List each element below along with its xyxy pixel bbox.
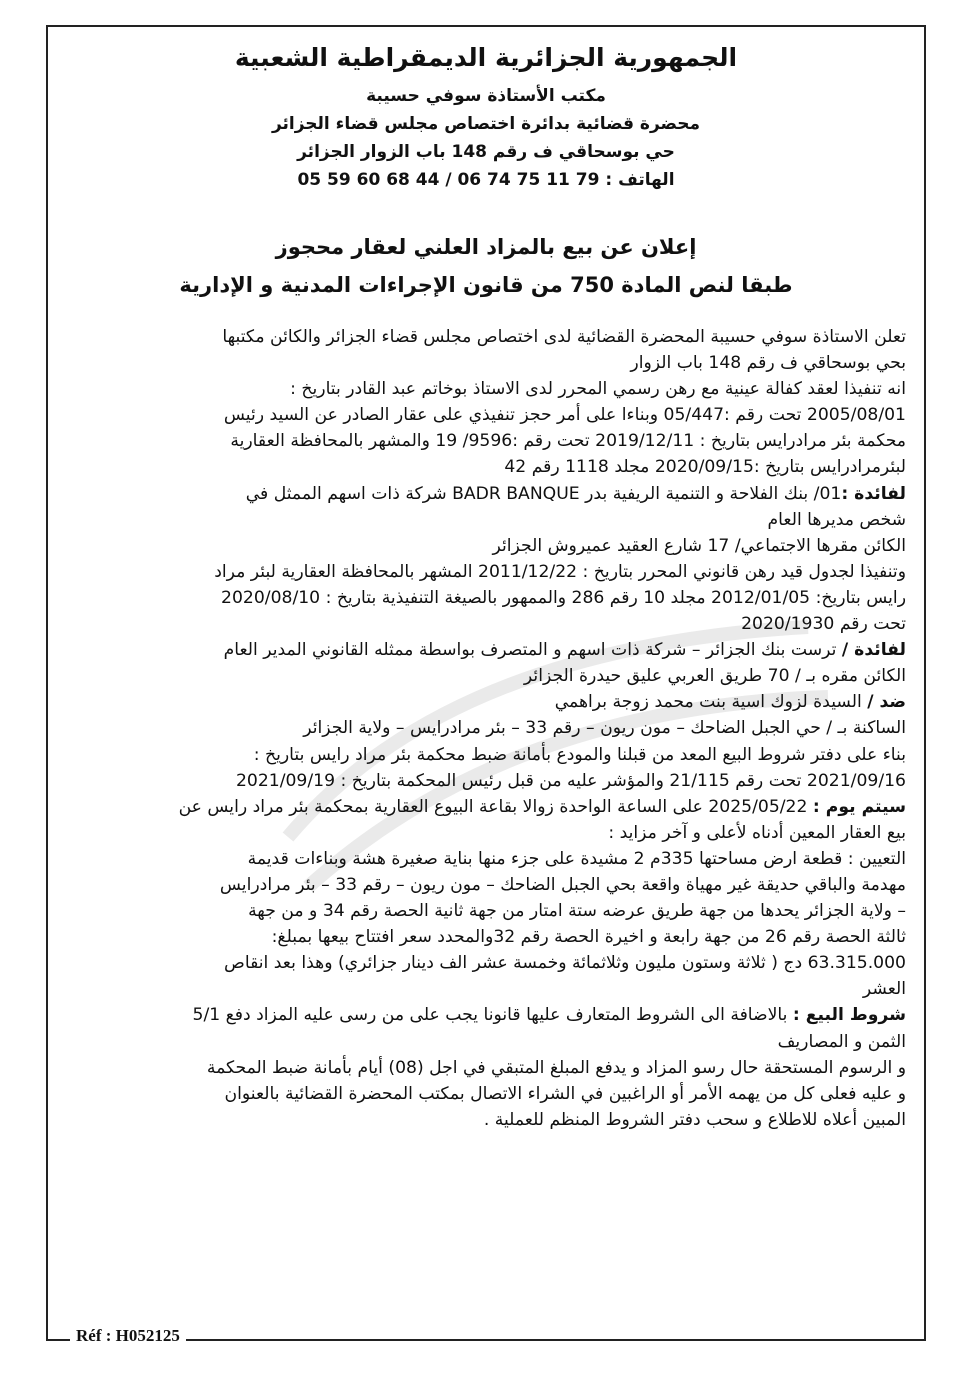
sale-terms-line — [66, 1002, 906, 1028]
body-line: بناء على دفتر شروط البيع المعد من قبلنا والمودع بأمانة ضبط محكمة بئر مراد رايس بتاريخ : — [253, 744, 906, 765]
reference-number: Réf : H052125 — [70, 1326, 186, 1346]
office-address: حي بوسحاقي ف رقم 148 باب الزوار الجزائر — [297, 142, 675, 162]
against-line — [66, 689, 906, 715]
body-line: ثالثة الحصة رقم 26 من جهة رابعة و اخيرة الحصة رقم 32والمحدد سعر افتتاح بيعها بمبلغ: — [271, 927, 906, 948]
body-line: و عليه فعلى كل من يهمه الأمر أو الراغبين في الشراء الاتصال بمكتب المحضرة القضائية بالعنوان — [224, 1083, 906, 1104]
body-line: الثمن و المصاريف — [777, 1031, 906, 1052]
notice-title-line2: طبقا لنص المادة 750 من قانون الإجراءات المدنية و الإدارية — [179, 273, 793, 297]
body-line: 2021/09/16 تحت رقم 21/115 والمؤشر عليه من قبل رئيس المحكمة بتاريخ : 2021/09/19 — [235, 770, 906, 791]
body-line: 2005/08/01 تحت رقم :05/447 وبناءا على أمر حجز تنفيذي على عقار الصادر عن السيد رئيس — [223, 405, 906, 426]
body-line: لبئرمرادرايس بتاريخ :2020/09/15 مجلد 1118 رقم 42 — [504, 457, 906, 478]
body-line: تعلن الاستاذة سوفي حسيبة المحضرة القضائية لدى اختصاص مجلس قضاء الجزائر والكائن مكتبها — [222, 327, 906, 347]
office-phone — [58, 166, 914, 194]
against-text: السيدة لزوك اسية بنت محمد زوجة براهمي — [554, 692, 868, 713]
beneficiary-2-line — [66, 637, 906, 663]
against-label: ضد / — [867, 692, 906, 713]
office-name: مكتب الأستاذة سوفي حسيبة — [366, 86, 606, 106]
body-line: العشر — [862, 979, 906, 1000]
body-line: مهدمة والباقي حديقة غير مهياة واقعة بحي الجبل الضاحك – مون ريون – رقم 33 – بئر مرادرايس — [219, 874, 906, 895]
phone-label: الهاتف : — [605, 170, 675, 190]
body-line: محكمة بئر مرادرايس بتاريخ : 2019/12/11 تحت رقم :9596/ 19 والمشهر بالمحافظة العقارية — [230, 431, 906, 452]
body-line: بيع العقار المعين أدناه لأعلى و آخر مزايد : — [608, 822, 906, 843]
sale-terms-label: شروط البيع : — [792, 1005, 906, 1026]
body-line: و الرسوم المستحقة حال رسو المزاد و يدفع المبلغ المتبقي في اجل (08) أيام بأمانة ضبط المحكمة — [206, 1057, 906, 1078]
body-line: رايس بتاريخ: 2012/01/05 مجلد 10 رقم 286 والممهور بالصيغة التنفيذية بتاريخ : 2020/08/10 — [221, 587, 906, 608]
office-block — [58, 82, 914, 194]
body-line: شخص مديرها العام — [767, 509, 906, 530]
beneficiary-label: لفائدة : — [841, 483, 906, 504]
beneficiary-label: لفائدة / — [841, 640, 906, 661]
beneficiary-text: ترست بنك الجزائر – شركة ذات اسهم و المتصرف بواسطة ممثله القانوني المدير العام — [223, 640, 842, 661]
body-line: وتنفيذا لجدول قيد رهن قانوني المحرر بتاريخ : 2011/12/22 المشهر بالمحافظة العقارية لبئر مراد — [214, 561, 906, 582]
sale-terms-text: بالاضافة الى الشروط المتعارف عليها قانونا يجب على من رسى عليه المزاد دفع 5/1 — [192, 1005, 793, 1026]
notice-title — [58, 228, 914, 304]
sale-date-text: 2025/05/22 على الساعة الواحدة زوالا بقاعة البيوع العقارية بمحكمة بئر مراد رايس عن — [178, 796, 813, 817]
notice-frame — [46, 25, 926, 1341]
body-line: بحي بوسحاقي ف رقم 148 باب الزوار — [630, 353, 906, 374]
body-line: التعيين : قطعة ارض مساحتها 335م 2 مشيدة على جزء منها بناية صغيرة هشة وبناءات قديمة — [247, 848, 906, 869]
body-line: الساكنة بـ / حي الجبل الضاحك – مون ريون – رقم 33 – بئر مرادرايس – ولاية الجزائر — [303, 718, 906, 739]
notice-title-line1: إعلان عن بيع بالمزاد العلني لعقار محجوز — [275, 235, 697, 259]
body-line: الكائن مقرها الاجتماعي/ 17 شارع العقيد عميروش الجزائر — [492, 535, 906, 556]
republic-title: الجمهورية الجزائرية الديمقراطية الشعبية — [234, 43, 738, 72]
beneficiary-1-line — [66, 481, 906, 507]
body-line: انه تنفيذا لعقد كفالة عينية مع رهن رسمي المحرر لدى الاستاذ بوخاتم عبد القادر بتاريخ : — [290, 379, 906, 400]
body-line: الكائن مقره بـ / 70 طريق العربي عليق حيدرة الجزائر — [523, 666, 906, 687]
body-line: المبين أعلاه للاطلاع و سحب دفتر الشروط المنظم للعملية . — [483, 1109, 906, 1130]
body-line: تحت رقم 2020/1930 — [741, 614, 906, 635]
body-line: 63.315.000 دج ( ثلاثة وستون مليون وثلاثمائة وخمسة عشر الف دينار جزائري) وهذا بعد انقاص — [224, 953, 906, 974]
sale-date-label: سيتم يوم : — [812, 796, 906, 817]
office-role: محضرة قضائية بدائرة اختصاص مجلس قضاء الجزائر — [271, 114, 701, 134]
notice-body — [58, 324, 914, 1133]
body-line: – ولاية الجزائر يحدها من جهة طريق عرضه ستة امتار من جهة ثانية الحصة رقم 34 و من جهة — [248, 901, 906, 922]
phone-numbers: 05 59 60 68 44 / 06 74 75 11 79 — [297, 170, 600, 190]
sale-date-line — [66, 794, 906, 820]
beneficiary-text: 01/ بنك الفلاحة و التنمية الريفية بدر BADR BANQUE شركة ذات اسهم الممثل في — [245, 483, 842, 504]
